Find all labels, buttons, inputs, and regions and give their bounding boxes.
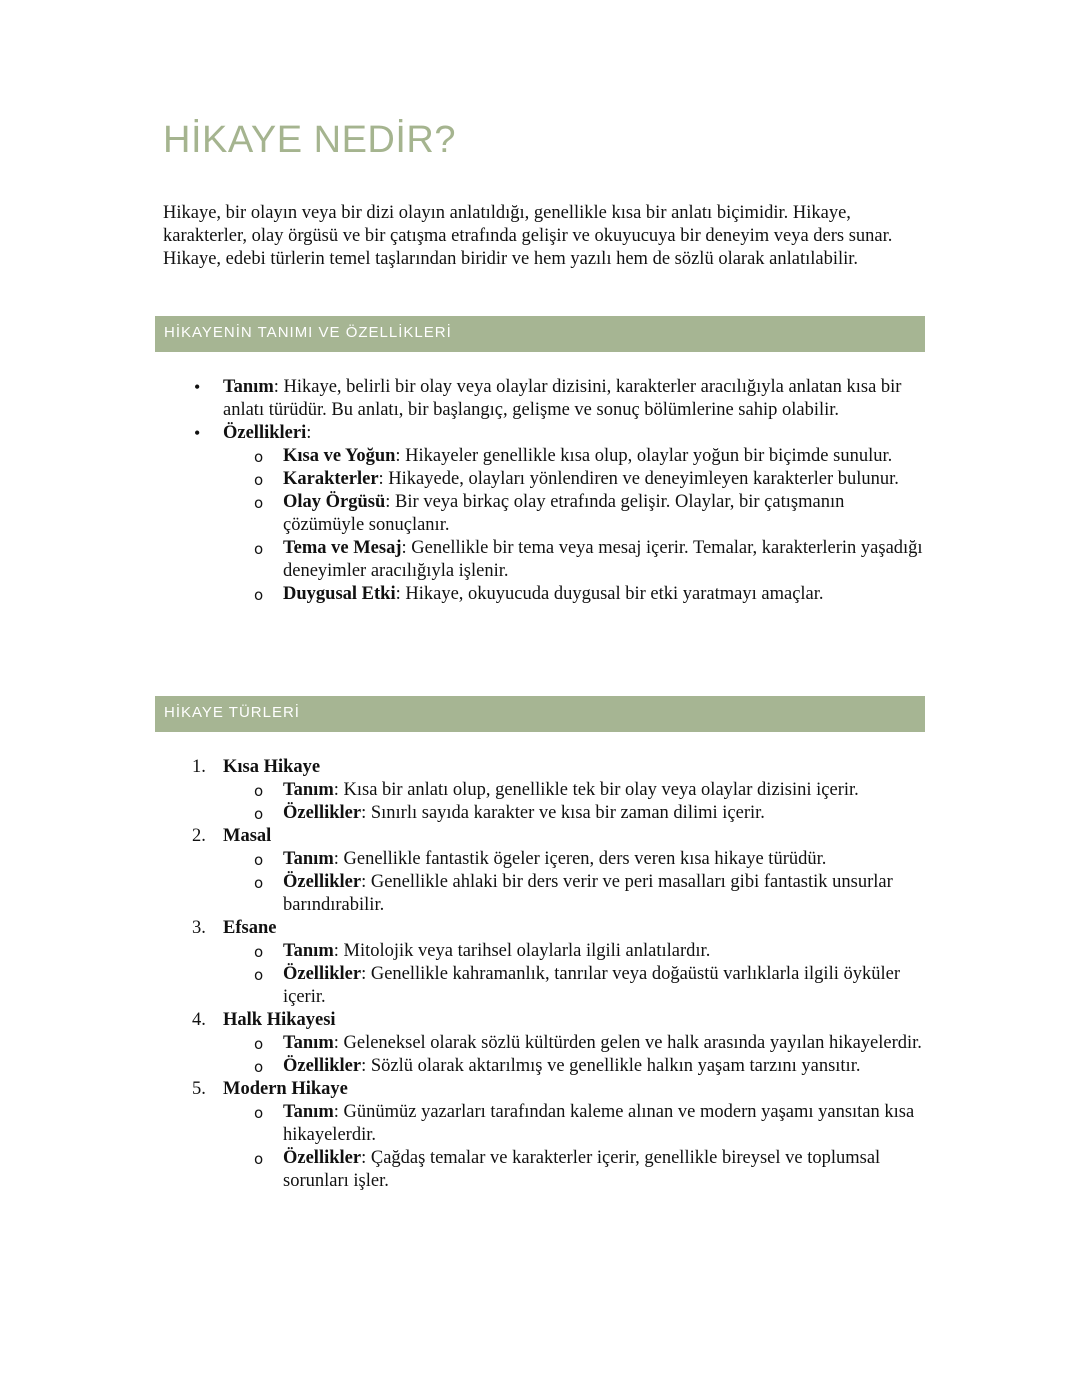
- sub-bullet-marker: o: [254, 1150, 264, 1168]
- sub-bullet-marker: o: [254, 540, 264, 558]
- term-label: Tanım: [283, 849, 334, 869]
- list-item: [163, 940, 923, 963]
- term-text: : Çağdaş temalar ve karakterler içerir, genellikle bireysel ve toplumsal sorunları işler.: [283, 1148, 881, 1191]
- section-heading-types: HİKAYE TÜRLERİ: [155, 696, 925, 732]
- term-label: Özellikler: [283, 1056, 362, 1076]
- term-label: Karakterler: [283, 469, 379, 489]
- list-item: [163, 1101, 923, 1147]
- sub-bullet-marker: o: [254, 874, 264, 892]
- term-text: : Sınırlı sayıda karakter ve kısa bir zaman dilimi içerir.: [361, 803, 765, 823]
- type-details: [223, 940, 923, 1009]
- list-item: [163, 848, 923, 871]
- type-name: Kısa Hikaye: [223, 757, 321, 777]
- type-name: Efsane: [223, 918, 277, 938]
- term-label: Özellikler: [283, 803, 362, 823]
- term-label: Tanım: [283, 780, 334, 800]
- type-item-modern-hikaye: [163, 1078, 923, 1193]
- term-label: Kısa ve Yoğun: [283, 446, 396, 466]
- sub-bullet-marker: o: [254, 1035, 264, 1053]
- type-details: [223, 779, 923, 825]
- term-text: : Genellikle ahlaki bir ders verir ve peri masalları gibi fantastik unsurlar barındırabilir.: [283, 872, 893, 915]
- term-label: Tanım: [283, 1102, 334, 1122]
- sub-bullet-marker: o: [254, 851, 264, 869]
- sub-bullet-marker: o: [254, 966, 264, 984]
- list-item: [163, 468, 923, 491]
- term-label: Tanım: [283, 1033, 334, 1053]
- term-text: : Genellikle fantastik ögeler içeren, ders veren kısa hikaye türüdür.: [333, 849, 827, 869]
- list-item: [163, 583, 923, 606]
- term-text: : Mitolojik veya tarihsel olaylarla ilgili anlatılardır.: [333, 941, 711, 961]
- term-label: Tanım: [223, 377, 274, 397]
- sub-bullet-marker: o: [254, 943, 264, 961]
- sub-bullet-marker: o: [254, 1104, 264, 1122]
- list-item: [163, 491, 923, 537]
- number-marker: 4.: [192, 1010, 206, 1030]
- term-text: : Hikaye, belirli bir olay veya olaylar dizisini, karakterler aracılığıyla anlatan kısa bir anlatı türüdür. Bu anlatı, bir başlangıç, gelişme ve sonuç bölümlerine sahip olabilir.: [223, 377, 902, 420]
- type-item-kisa-hikaye: [163, 756, 923, 825]
- type-item-masal: [163, 825, 923, 917]
- term-text: : Hikayeler genellikle kısa olup, olaylar yoğun bir biçimde sunulur.: [395, 446, 893, 466]
- list-item: [163, 802, 923, 825]
- sub-bullet-marker: o: [254, 1058, 264, 1076]
- number-marker: 1.: [192, 757, 206, 777]
- number-marker: 2.: [192, 826, 206, 846]
- number-marker: 3.: [192, 918, 206, 938]
- page-title: HİKAYE NEDİR?: [163, 119, 456, 161]
- type-name: Halk Hikayesi: [223, 1010, 336, 1030]
- features-list: [223, 445, 923, 606]
- number-marker: 5.: [192, 1079, 206, 1099]
- type-details: [223, 1101, 923, 1193]
- list-item-ozellikleri: [163, 422, 923, 606]
- intro-paragraph: Hikaye, bir olayın veya bir dizi olayın anlatıldığı, genellikle kısa bir anlatı biçimidir. Hikaye, karakterler, olay örgüsü ve bir çatışma etrafında gelişir ve okuyucuya bir deneyim veya ders sunar. Hikaye, edebi türlerin temel taşlarından biridir ve hem yazılı hem de sözlü olarak anlatılabilir.: [163, 203, 893, 269]
- term-label: Özellikler: [283, 872, 362, 892]
- term-label: Özellikler: [283, 1148, 362, 1168]
- list-item: [163, 779, 923, 802]
- bullet-marker: •: [194, 423, 201, 443]
- section-heading-definition: HİKAYENİN TANIMI VE ÖZELLİKLERİ: [155, 316, 925, 352]
- term-text: :: [306, 423, 312, 443]
- term-text: : Günümüz yazarları tarafından kaleme alınan ve modern yaşamı yansıtan kısa hikayelerdir.: [283, 1102, 915, 1145]
- term-label: Tanım: [283, 941, 334, 961]
- term-text: : Genellikle bir tema veya mesaj içerir. Temalar, karakterlerin yaşadığı deneyimler aracılığıyla işlenir.: [283, 538, 923, 581]
- term-text: : Hikayede, olayları yönlendiren ve deneyimleyen karakterler bulunur.: [378, 469, 899, 489]
- list-item: [163, 1147, 923, 1193]
- bullet-marker: •: [194, 377, 201, 397]
- sub-bullet-marker: o: [254, 494, 264, 512]
- term-text: : Sözlü olarak aktarılmış ve genellikle halkın yaşam tarzını yansıtır.: [361, 1056, 861, 1076]
- list-item: [163, 871, 923, 917]
- list-item: [163, 445, 923, 468]
- sub-bullet-marker: o: [254, 805, 264, 823]
- type-name: Masal: [223, 826, 272, 846]
- types-list: [163, 756, 923, 1193]
- sub-bullet-marker: o: [254, 448, 264, 466]
- term-text: : Bir veya birkaç olay etrafında gelişir. Olaylar, bir çatışmanın çözümüyle sonuçlanır.: [283, 492, 845, 535]
- types-section: [163, 756, 923, 1193]
- term-label: Özellikleri: [223, 423, 307, 443]
- list-item: [163, 537, 923, 583]
- sub-bullet-marker: o: [254, 782, 264, 800]
- list-item: [163, 963, 923, 1009]
- list-item: [163, 1055, 923, 1078]
- type-item-efsane: [163, 917, 923, 1009]
- list-item-tanim: [163, 376, 923, 422]
- type-details: [223, 848, 923, 917]
- term-text: : Kısa bir anlatı olup, genellikle tek bir olay veya olaylar dizisini içerir.: [333, 780, 859, 800]
- type-details: [223, 1032, 923, 1078]
- term-text: : Geleneksel olarak sözlü kültürden gelen ve halk arasında yayılan hikayelerdir.: [333, 1033, 922, 1053]
- term-label: Duygusal Etki: [283, 584, 396, 604]
- sub-bullet-marker: o: [254, 471, 264, 489]
- type-item-halk-hikayesi: [163, 1009, 923, 1078]
- term-label: Tema ve Mesaj: [283, 538, 402, 558]
- sub-bullet-marker: o: [254, 586, 264, 604]
- definition-section: [163, 376, 923, 606]
- term-label: Olay Örgüsü: [283, 492, 386, 512]
- term-text: : Genellikle kahramanlık, tanrılar veya doğaüstü varlıklarla ilgili öyküler içerir.: [283, 964, 900, 1007]
- list-item: [163, 1032, 923, 1055]
- term-label: Özellikler: [283, 964, 362, 984]
- term-text: : Hikaye, okuyucuda duygusal bir etki yaratmayı amaçlar.: [395, 584, 824, 604]
- type-name: Modern Hikaye: [223, 1079, 348, 1099]
- definition-list: [163, 376, 923, 606]
